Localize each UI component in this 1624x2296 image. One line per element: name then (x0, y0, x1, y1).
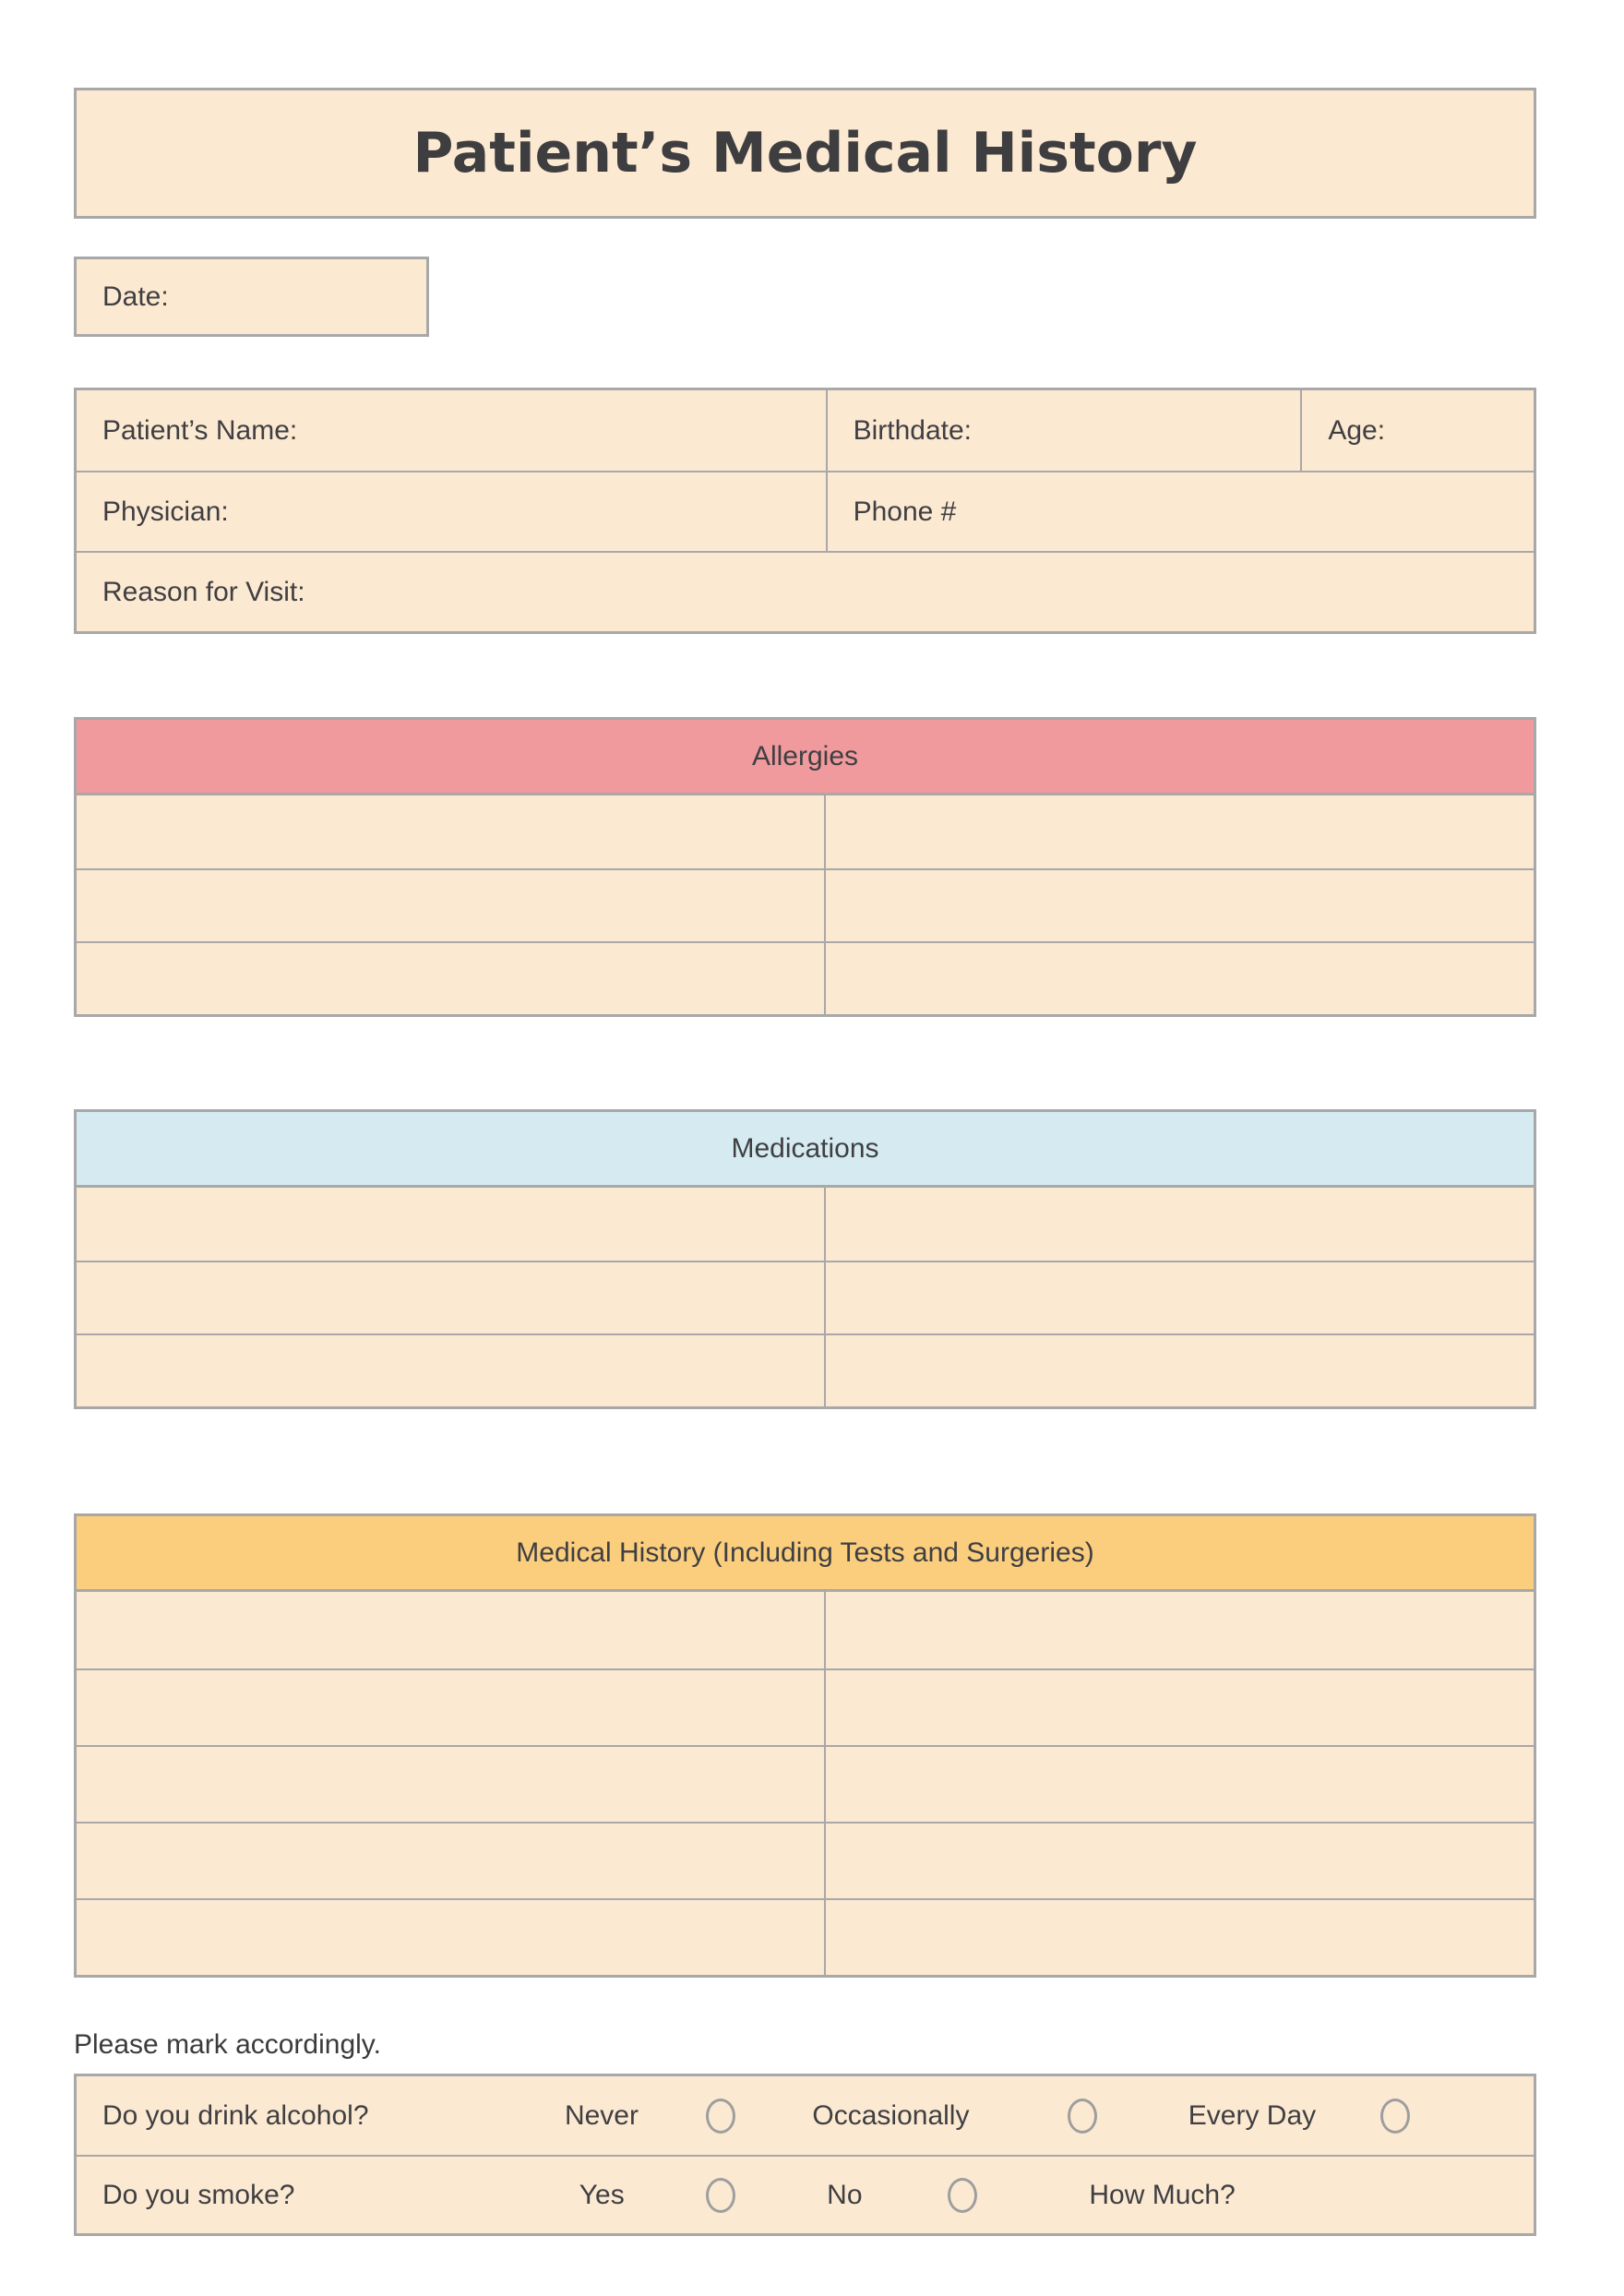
medical-history-cell-left[interactable] (77, 1747, 826, 1822)
alcohol-option-occasionally-label: Occasionally (812, 2099, 970, 2131)
patient-name-field[interactable] (77, 390, 826, 471)
medications-rows (77, 1188, 1534, 1406)
smoke-option-no-radio[interactable] (948, 2178, 977, 2213)
medical-history-cell-left[interactable] (77, 1670, 826, 1745)
table-row (77, 795, 1534, 868)
patient-name-label: Patient’s Name: (102, 414, 298, 446)
mark-instruction: Please mark accordingly. (74, 2029, 381, 2060)
patient-info-table (74, 388, 1536, 634)
table-row (77, 1668, 1534, 1745)
medical-history-cell-left[interactable] (77, 1824, 826, 1898)
birthdate-field[interactable] (826, 390, 1301, 471)
smoke-question-label: Do you smoke? (102, 2179, 295, 2210)
medications-cell-left[interactable] (77, 1188, 826, 1261)
medications-title: Medications (731, 1132, 879, 1164)
allergies-cell-right[interactable] (826, 943, 1534, 1014)
date-field[interactable] (74, 257, 429, 337)
table-row (77, 471, 1534, 551)
alcohol-option-everyday-radio[interactable] (1380, 2099, 1410, 2134)
table-row (77, 1898, 1534, 1975)
smoke-option-yes-label: Yes (579, 2179, 625, 2210)
allergies-cell-right[interactable] (826, 870, 1534, 941)
allergies-header (77, 720, 1534, 795)
reason-for-visit-label: Reason for Visit: (102, 576, 305, 607)
smoke-option-no-label: No (827, 2179, 863, 2210)
allergies-cell-left[interactable] (77, 870, 826, 941)
medical-history-cell-right[interactable] (826, 1670, 1534, 1745)
medications-cell-right[interactable] (826, 1188, 1534, 1261)
medications-section (74, 1109, 1536, 1409)
lifestyle-questions-table (74, 2074, 1536, 2236)
table-row (77, 1333, 1534, 1406)
alcohol-option-everyday-label: Every Day (1188, 2099, 1317, 2131)
date-label: Date: (102, 281, 169, 312)
alcohol-question-row (77, 2076, 1534, 2155)
birthdate-label: Birthdate: (853, 414, 973, 446)
medications-cell-left[interactable] (77, 1262, 826, 1333)
medications-cell-left[interactable] (77, 1335, 826, 1406)
medical-history-header (77, 1516, 1534, 1592)
medical-history-section (74, 1513, 1536, 1978)
medical-history-title: Medical History (Including Tests and Surgeries) (516, 1537, 1094, 1568)
smoke-how-much-field[interactable]: How Much? (1089, 2179, 1236, 2210)
reason-for-visit-field[interactable] (77, 553, 1534, 631)
age-label: Age: (1328, 414, 1386, 446)
age-field[interactable] (1300, 390, 1534, 471)
medical-history-form (74, 0, 1536, 2236)
physician-field[interactable] (77, 472, 826, 551)
table-row (77, 1188, 1534, 1261)
table-row (77, 868, 1534, 941)
allergies-cell-right[interactable] (826, 795, 1534, 868)
smoke-question-row (77, 2155, 1534, 2233)
table-row (77, 1745, 1534, 1822)
medical-history-cell-right[interactable] (826, 1747, 1534, 1822)
medications-cell-right[interactable] (826, 1262, 1534, 1333)
medications-cell-right[interactable] (826, 1335, 1534, 1406)
table-row (77, 1822, 1534, 1898)
allergies-cell-left[interactable] (77, 795, 826, 868)
phone-field[interactable] (826, 472, 1534, 551)
phone-label: Phone # (853, 496, 957, 527)
medical-history-rows (77, 1592, 1534, 1975)
table-row (77, 941, 1534, 1014)
allergies-title: Allergies (751, 740, 859, 771)
allergies-cell-left[interactable] (77, 943, 826, 1014)
medical-history-cell-left[interactable] (77, 1592, 826, 1668)
alcohol-option-occasionally-radio[interactable] (1068, 2099, 1097, 2134)
medical-history-cell-right[interactable] (826, 1900, 1534, 1975)
alcohol-question-label: Do you drink alcohol? (102, 2099, 369, 2131)
table-row (77, 390, 1534, 471)
form-title-box (74, 88, 1536, 219)
medications-header (77, 1112, 1534, 1188)
alcohol-option-never-label: Never (564, 2099, 639, 2131)
table-row (77, 551, 1534, 631)
physician-label: Physician: (102, 496, 229, 527)
alcohol-option-never-radio[interactable] (706, 2099, 735, 2134)
table-row (77, 1261, 1534, 1333)
smoke-option-yes-radio[interactable] (706, 2178, 735, 2213)
allergies-rows (77, 795, 1534, 1014)
medical-history-cell-right[interactable] (826, 1592, 1534, 1668)
table-row (77, 1592, 1534, 1668)
medical-history-cell-right[interactable] (826, 1824, 1534, 1898)
medical-history-cell-left[interactable] (77, 1900, 826, 1975)
allergies-section (74, 717, 1536, 1017)
page-title: Patient’s Medical History (412, 121, 1198, 185)
